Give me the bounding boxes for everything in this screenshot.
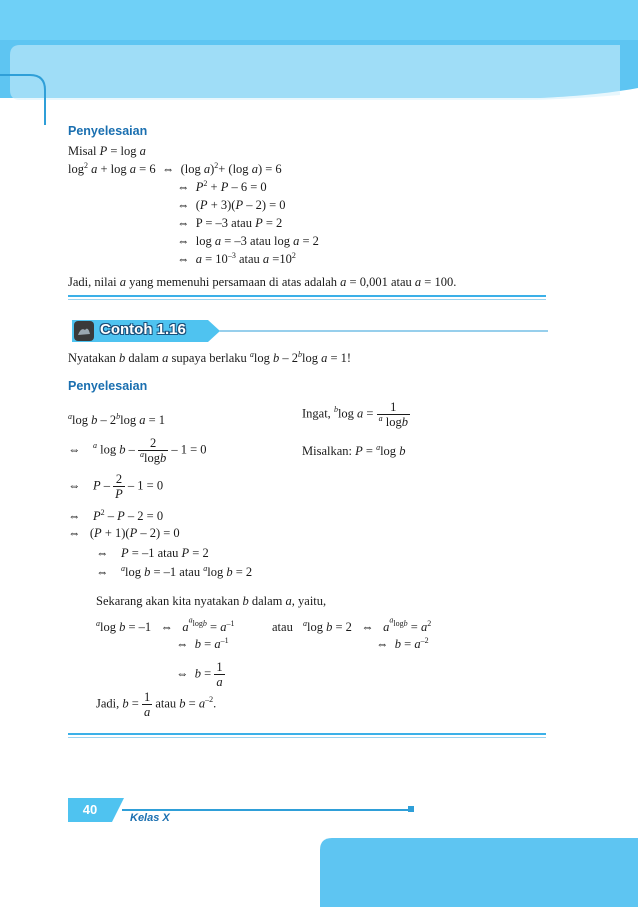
end-divider (68, 733, 546, 735)
solution1-line-4: ⇔ (P + 3)(P – 2) = 0 (177, 198, 286, 212)
solution2-heading: Penyelesaian (68, 379, 148, 393)
solution2-line-4: ⇔ $P^2 - P - 2 = 0$ (68, 507, 164, 523)
solution1-heading: Penyelesaian (68, 124, 148, 138)
solution2-intro: Sekarang akan kita nyatakan b dalam a, yaitu, (96, 594, 327, 608)
page-number: 40 (82, 802, 98, 817)
misalkan-note: Misalkan: P = $^a$log b (302, 442, 406, 458)
solution1-line-5: ⇔ P = –3 atau P = 2 (177, 216, 283, 230)
solution2-line-1: $^a$log b – 2$^b$log a = 1 (68, 411, 166, 427)
example-question: Nyatakan b dalam a supaya berlaku $^a$log b – 2$^b$log a = 1! (68, 349, 352, 365)
solution2-line-7: ⇔ $^a$log b = –1 atau $^a$log b = 2 (96, 563, 253, 579)
end-divider-thin (68, 737, 546, 738)
solution1-line-7: ⇔ $a = 10^{-3}$ atau $a =10^2$ (177, 250, 296, 266)
case1-line-2: ⇔ $b = a^{-1}$ (176, 635, 229, 651)
section-divider (68, 295, 546, 297)
solution1-line-6: ⇔ log a = –3 atau log a = 2 (177, 234, 319, 248)
solution2-line-6: ⇔ P = –1 atau P = 2 (96, 546, 209, 560)
solution2-line-5: ⇔ (P + 1)(P – 2) = 0 (68, 526, 180, 540)
book-title: Kelas X (130, 812, 170, 824)
solution1-conclusion: Jadi, nilai a yang memenuhi persamaan di atas adalah a = 0,001 atau a = 100. (68, 275, 457, 289)
example-label: Contoh 1.16 (100, 321, 186, 338)
solution2-line-3: ⇔ P – $\frac{2}{P}$ – 1 = 0 (68, 472, 164, 501)
example-banner (68, 318, 548, 344)
solution1-line-2: $\log^2 a + \log a = 6$ ⇔ (log a)$^2$+ (log a) = 6 (68, 160, 282, 176)
solution1-line-1: Misal P = log a (68, 144, 146, 158)
final-answer: Jadi, b = $\frac{1}{a}$ atau $b = a^{-2}$. (96, 690, 217, 719)
page-number-badge (68, 798, 124, 822)
section-divider-thin (68, 299, 546, 300)
case2-line-2: ⇔ $b = a^{-2}$ (376, 635, 429, 651)
case1-line-3: ⇔ b = $\frac{1}{a}$ (176, 660, 223, 689)
case1-line-1: $^a$log b = –1 ⇔ $a^{^alogb} = a^{-1}$ (96, 615, 235, 634)
example-icon (74, 321, 94, 341)
solution1-line-3: ⇔ $P^2 + P - 6 = 0$ (177, 178, 267, 194)
ingat-note: Ingat, $^b$log a = $\frac{1}{^a \log b}$ (302, 400, 408, 429)
case2-line-1: $^a$log b = 2 ⇔ $a^{^alogb} = a^2$ (303, 615, 432, 634)
solution2-line-2: ⇔ $^a$ log b – $\frac{2}{^a\log b}$ – 1 = 0 (68, 436, 207, 465)
case-separator: atau (272, 620, 293, 634)
header-banner (0, 0, 638, 125)
